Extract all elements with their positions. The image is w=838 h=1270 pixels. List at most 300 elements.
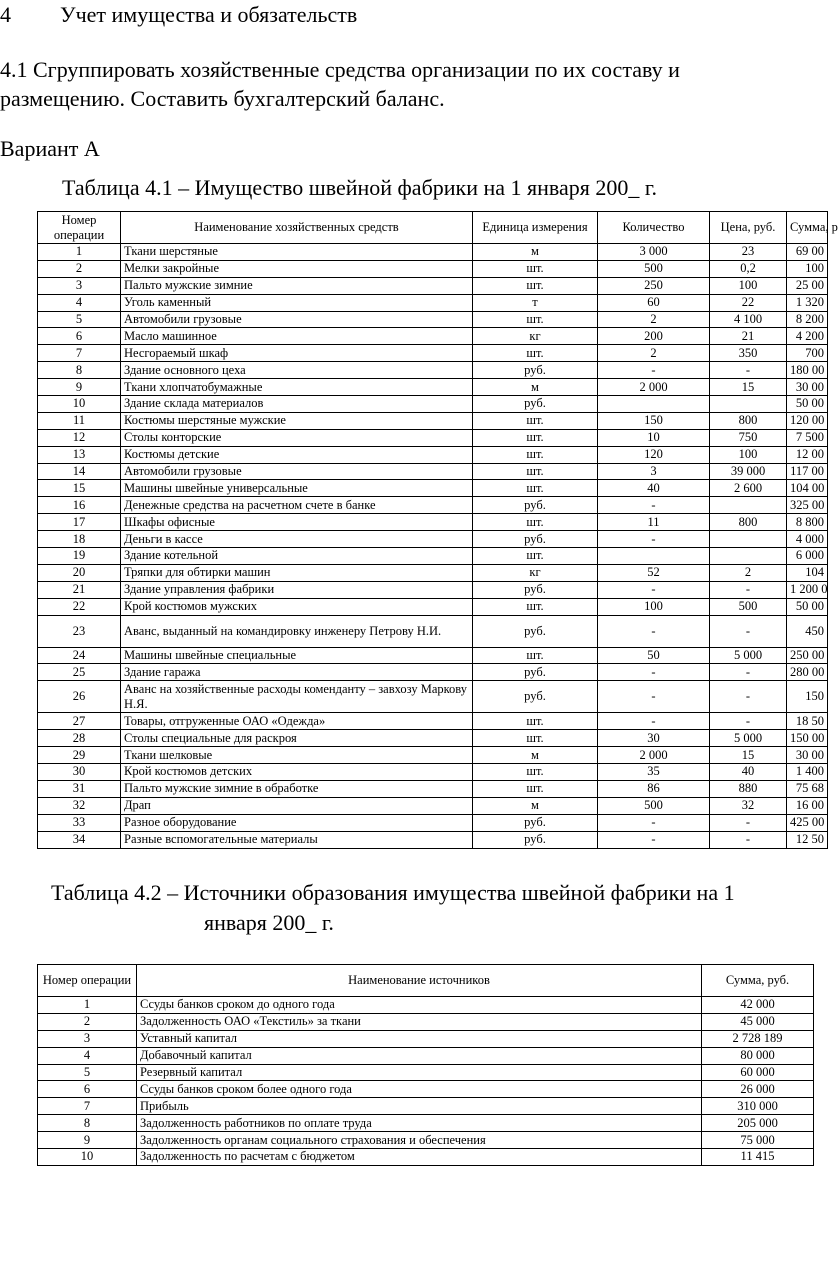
source-name-cell: Задолженность работников по оплате труда	[137, 1115, 702, 1132]
quantity-cell: -	[598, 664, 710, 681]
unit-cell: шт.	[473, 713, 598, 730]
source-name-cell: Задолженность по расчетам с бюджетом	[137, 1149, 702, 1166]
quantity-cell: 10	[598, 429, 710, 446]
op-number-cell: 23	[38, 615, 121, 647]
unit-cell: шт.	[473, 260, 598, 277]
asset-name-cell: Несгораемый шкаф	[121, 345, 473, 362]
table2-caption-line2: января 200_ г.	[204, 910, 334, 935]
table-row	[38, 747, 828, 764]
table-row	[38, 1098, 814, 1115]
source-name-cell: Ссуды банков сроком более одного года	[137, 1081, 702, 1098]
table-row	[38, 814, 828, 831]
sum-cell: 700	[787, 345, 828, 362]
table-row	[38, 664, 828, 681]
op-number-cell: 3	[38, 1030, 137, 1047]
quantity-cell: 250	[598, 277, 710, 294]
sum-cell: 1 320	[787, 294, 828, 311]
table-row	[38, 328, 828, 345]
unit-cell: руб.	[473, 362, 598, 379]
price-cell: 350	[710, 345, 787, 362]
op-number-cell: 33	[38, 814, 121, 831]
table-row	[38, 446, 828, 463]
table-row	[38, 480, 828, 497]
op-number-cell: 14	[38, 463, 121, 480]
table-row	[38, 1115, 814, 1132]
table1-caption: Таблица 4.1 – Имущество швейной фабрики на 1 января 200_ г.	[62, 175, 657, 200]
price-cell: 15	[710, 379, 787, 396]
table-row	[38, 379, 828, 396]
quantity-cell: 2	[598, 345, 710, 362]
sum-cell: 25 00	[787, 277, 828, 294]
price-cell: -	[710, 615, 787, 647]
op-number-cell: 12	[38, 429, 121, 446]
quantity-cell: 50	[598, 647, 710, 664]
price-cell: -	[710, 681, 787, 713]
op-number-cell: 7	[38, 1098, 137, 1115]
table-row	[38, 564, 828, 581]
col-header-asset-name: Наименование хозяйственных средств	[121, 212, 473, 244]
quantity-cell: 40	[598, 480, 710, 497]
asset-name-cell: Столы конторские	[121, 429, 473, 446]
price-cell: 500	[710, 598, 787, 615]
op-number-cell: 32	[38, 797, 121, 814]
asset-name-cell: Костюмы шерстяные мужские	[121, 412, 473, 429]
price-cell	[710, 531, 787, 548]
sum-cell: 8 200	[787, 311, 828, 328]
sum-cell: 11 415	[702, 1149, 814, 1166]
unit-cell: шт.	[473, 598, 598, 615]
table-row	[38, 311, 828, 328]
op-number-cell: 34	[38, 831, 121, 848]
op-number-cell: 27	[38, 713, 121, 730]
quantity-cell: 120	[598, 446, 710, 463]
unit-cell: руб.	[473, 681, 598, 713]
unit-cell: шт.	[473, 647, 598, 664]
unit-cell: шт.	[473, 429, 598, 446]
price-cell: 800	[710, 514, 787, 531]
asset-name-cell: Костюмы детские	[121, 446, 473, 463]
table-row	[38, 260, 828, 277]
op-number-cell: 8	[38, 1115, 137, 1132]
op-number-cell: 4	[38, 1047, 137, 1064]
unit-cell: шт.	[473, 345, 598, 362]
op-number-cell: 28	[38, 730, 121, 747]
price-cell	[710, 497, 787, 514]
quantity-cell: 30	[598, 730, 710, 747]
price-cell: 100	[710, 277, 787, 294]
asset-name-cell: Разные вспомогательные материалы	[121, 831, 473, 848]
price-cell: 2	[710, 564, 787, 581]
table-row	[38, 531, 828, 548]
sum-cell: 12 50	[787, 831, 828, 848]
op-number-cell: 1	[38, 244, 121, 261]
price-cell: 750	[710, 429, 787, 446]
sum-cell: 425 00	[787, 814, 828, 831]
price-cell: 23	[710, 244, 787, 261]
table-row	[38, 764, 828, 781]
price-cell: 32	[710, 797, 787, 814]
price-cell: 40	[710, 764, 787, 781]
col-header-source-name: Наименование источников	[137, 965, 702, 997]
quantity-cell: 3	[598, 463, 710, 480]
asset-name-cell: Здание котельной	[121, 548, 473, 565]
table-row	[38, 548, 828, 565]
quantity-cell: -	[598, 681, 710, 713]
asset-name-cell: Здание склада материалов	[121, 396, 473, 413]
col-header-sum: Сумма, р	[787, 212, 828, 244]
quantity-cell: 35	[598, 764, 710, 781]
quantity-cell: 3 000	[598, 244, 710, 261]
sum-cell: 12 00	[787, 446, 828, 463]
op-number-cell: 7	[38, 345, 121, 362]
op-number-cell: 5	[38, 1064, 137, 1081]
table-row	[38, 396, 828, 413]
table-row	[38, 463, 828, 480]
op-number-cell: 22	[38, 598, 121, 615]
quantity-cell: 200	[598, 328, 710, 345]
asset-name-cell: Аванс, выданный на командировку инженеру Петрову Н.И.	[121, 615, 473, 647]
table-row	[38, 277, 828, 294]
asset-name-cell: Масло машинное	[121, 328, 473, 345]
price-cell: 22	[710, 294, 787, 311]
op-number-cell: 18	[38, 531, 121, 548]
sum-cell: 7 500	[787, 429, 828, 446]
table-row	[38, 598, 828, 615]
op-number-cell: 29	[38, 747, 121, 764]
unit-cell: руб.	[473, 396, 598, 413]
asset-name-cell: Драп	[121, 797, 473, 814]
unit-cell: руб.	[473, 581, 598, 598]
op-number-cell: 26	[38, 681, 121, 713]
asset-name-cell: Пальто мужские зимние	[121, 277, 473, 294]
sum-cell: 80 000	[702, 1047, 814, 1064]
op-number-cell: 5	[38, 311, 121, 328]
unit-cell: руб.	[473, 814, 598, 831]
price-cell	[710, 548, 787, 565]
table-row	[38, 345, 828, 362]
quantity-cell: 11	[598, 514, 710, 531]
asset-name-cell: Автомобили грузовые	[121, 311, 473, 328]
op-number-cell: 30	[38, 764, 121, 781]
asset-name-cell: Крой костюмов детских	[121, 764, 473, 781]
sum-cell: 69 00	[787, 244, 828, 261]
sum-cell: 325 00	[787, 497, 828, 514]
price-cell: 5 000	[710, 730, 787, 747]
table-row	[38, 1030, 814, 1047]
unit-cell: шт.	[473, 277, 598, 294]
sum-cell: 26 000	[702, 1081, 814, 1098]
asset-name-cell: Аванс на хозяйственные расходы коменданту – завхозу Маркову Н.Я.	[121, 681, 473, 713]
source-name-cell: Прибыль	[137, 1098, 702, 1115]
sum-cell: 8 800	[787, 514, 828, 531]
sum-cell: 104	[787, 564, 828, 581]
unit-cell: м	[473, 379, 598, 396]
price-cell: -	[710, 581, 787, 598]
unit-cell: шт.	[473, 548, 598, 565]
unit-cell: м	[473, 797, 598, 814]
quantity-cell: 60	[598, 294, 710, 311]
table-row	[38, 713, 828, 730]
asset-name-cell: Деньги в кассе	[121, 531, 473, 548]
op-number-cell: 10	[38, 1149, 137, 1166]
quantity-cell: 500	[598, 797, 710, 814]
asset-name-cell: Пальто мужские зимние в обработке	[121, 780, 473, 797]
asset-name-cell: Автомобили грузовые	[121, 463, 473, 480]
table-header-row	[38, 212, 828, 244]
sum-cell: 42 000	[702, 997, 814, 1014]
table-row	[38, 1013, 814, 1030]
unit-cell: шт.	[473, 480, 598, 497]
table-row	[38, 681, 828, 713]
sum-cell: 150 00	[787, 730, 828, 747]
price-cell: 5 000	[710, 647, 787, 664]
op-number-cell: 19	[38, 548, 121, 565]
quantity-cell: 150	[598, 412, 710, 429]
price-cell	[710, 396, 787, 413]
quantity-cell: 2	[598, 311, 710, 328]
quantity-cell	[598, 548, 710, 565]
table-row	[38, 429, 828, 446]
unit-cell: руб.	[473, 664, 598, 681]
quantity-cell: -	[598, 615, 710, 647]
asset-name-cell: Товары, отгруженные ОАО «Одежда»	[121, 713, 473, 730]
sum-cell: 1 200 0	[787, 581, 828, 598]
unit-cell: шт.	[473, 412, 598, 429]
op-number-cell: 2	[38, 260, 121, 277]
quantity-cell: 500	[598, 260, 710, 277]
op-number-cell: 16	[38, 497, 121, 514]
unit-cell: т	[473, 294, 598, 311]
section-heading	[0, 2, 357, 28]
table-row	[38, 362, 828, 379]
sum-cell: 30 00	[787, 379, 828, 396]
op-number-cell: 6	[38, 1081, 137, 1098]
quantity-cell: -	[598, 814, 710, 831]
price-cell: 15	[710, 747, 787, 764]
unit-cell: шт.	[473, 446, 598, 463]
quantity-cell: -	[598, 831, 710, 848]
price-cell: 39 000	[710, 463, 787, 480]
sources-table	[37, 964, 814, 1166]
task-text: 4.1 Сгруппировать хозяйственные средства организации по их составу и размещению. Составить бухгалтерский баланс.	[0, 57, 680, 111]
quantity-cell: -	[598, 497, 710, 514]
unit-cell: кг	[473, 328, 598, 345]
op-number-cell: 17	[38, 514, 121, 531]
sum-cell: 16 00	[787, 797, 828, 814]
unit-cell: шт.	[473, 764, 598, 781]
price-cell: 21	[710, 328, 787, 345]
variant-label: Вариант А	[0, 136, 100, 161]
unit-cell: руб.	[473, 497, 598, 514]
section-title: Учет имущества и обязательств	[60, 2, 358, 27]
quantity-cell: -	[598, 531, 710, 548]
sum-cell: 60 000	[702, 1064, 814, 1081]
table-row	[38, 780, 828, 797]
sum-cell: 4 200	[787, 328, 828, 345]
table-row	[38, 1047, 814, 1064]
asset-name-cell: Тряпки для обтирки машин	[121, 564, 473, 581]
sum-cell: 6 000	[787, 548, 828, 565]
source-name-cell: Уставный капитал	[137, 1030, 702, 1047]
unit-cell: м	[473, 747, 598, 764]
unit-cell: кг	[473, 564, 598, 581]
quantity-cell: 52	[598, 564, 710, 581]
asset-name-cell: Ткани шерстяные	[121, 244, 473, 261]
op-number-cell: 15	[38, 480, 121, 497]
op-number-cell: 9	[38, 1132, 137, 1149]
sum-cell: 4 000	[787, 531, 828, 548]
unit-cell: шт.	[473, 780, 598, 797]
asset-name-cell: Здание управления фабрики	[121, 581, 473, 598]
section-number: 4	[0, 2, 11, 27]
price-cell: -	[710, 713, 787, 730]
table-row	[38, 997, 814, 1014]
op-number-cell: 24	[38, 647, 121, 664]
asset-name-cell: Крой костюмов мужских	[121, 598, 473, 615]
sum-cell: 280 00	[787, 664, 828, 681]
table2-caption	[51, 878, 735, 938]
table-row	[38, 1132, 814, 1149]
asset-name-cell: Мелки закройные	[121, 260, 473, 277]
asset-name-cell: Здание основного цеха	[121, 362, 473, 379]
asset-name-cell: Машины швейные специальные	[121, 647, 473, 664]
sum-cell: 45 000	[702, 1013, 814, 1030]
op-number-cell: 6	[38, 328, 121, 345]
price-cell: 0,2	[710, 260, 787, 277]
op-number-cell: 8	[38, 362, 121, 379]
sum-cell: 310 000	[702, 1098, 814, 1115]
table-header-row	[38, 965, 814, 997]
table-row	[38, 1064, 814, 1081]
unit-cell: руб.	[473, 615, 598, 647]
sum-cell: 18 50	[787, 713, 828, 730]
sum-cell: 150	[787, 681, 828, 713]
sum-cell: 1 400	[787, 764, 828, 781]
sum-cell: 250 00	[787, 647, 828, 664]
price-cell: -	[710, 362, 787, 379]
source-name-cell: Задолженность ОАО «Текстиль» за ткани	[137, 1013, 702, 1030]
sum-cell: 104 00	[787, 480, 828, 497]
table-row	[38, 797, 828, 814]
asset-name-cell: Денежные средства на расчетном счете в банке	[121, 497, 473, 514]
assets-table	[37, 211, 838, 849]
price-cell: 100	[710, 446, 787, 463]
asset-name-cell: Столы специальные для раскроя	[121, 730, 473, 747]
price-cell: -	[710, 664, 787, 681]
source-name-cell: Задолженность органам социального страхования и обеспечения	[137, 1132, 702, 1149]
op-number-cell: 4	[38, 294, 121, 311]
sum-cell: 100	[787, 260, 828, 277]
quantity-cell	[598, 396, 710, 413]
op-number-cell: 1	[38, 997, 137, 1014]
unit-cell: шт.	[473, 311, 598, 328]
price-cell: 2 600	[710, 480, 787, 497]
op-number-cell: 3	[38, 277, 121, 294]
table-row	[38, 412, 828, 429]
op-number-cell: 11	[38, 412, 121, 429]
table-row	[38, 1149, 814, 1166]
quantity-cell: 2 000	[598, 379, 710, 396]
op-number-cell: 9	[38, 379, 121, 396]
col-header-unit: Единица измерения	[473, 212, 598, 244]
unit-cell: шт.	[473, 514, 598, 531]
col-header-op-number: Номер операции	[38, 965, 137, 997]
asset-name-cell: Уголь каменный	[121, 294, 473, 311]
table-row	[38, 831, 828, 848]
table-row	[38, 244, 828, 261]
table-row	[38, 1081, 814, 1098]
quantity-cell: 2 000	[598, 747, 710, 764]
col-header-sum: Сумма, руб.	[702, 965, 814, 997]
col-header-price: Цена, руб.	[710, 212, 787, 244]
sum-cell: 50 00	[787, 396, 828, 413]
quantity-cell: -	[598, 713, 710, 730]
asset-name-cell: Ткани шелковые	[121, 747, 473, 764]
price-cell: -	[710, 814, 787, 831]
quantity-cell: 86	[598, 780, 710, 797]
op-number-cell: 21	[38, 581, 121, 598]
col-header-op-number: Номер операции	[38, 212, 121, 244]
table-row	[38, 514, 828, 531]
op-number-cell: 31	[38, 780, 121, 797]
unit-cell: руб.	[473, 531, 598, 548]
asset-name-cell: Здание гаража	[121, 664, 473, 681]
sum-cell: 450	[787, 615, 828, 647]
sum-cell: 2 728 189	[702, 1030, 814, 1047]
unit-cell: шт.	[473, 463, 598, 480]
sources-table-body	[38, 997, 814, 1166]
source-name-cell: Резервный капитал	[137, 1064, 702, 1081]
table2-caption-line1: Таблица 4.2 – Источники образования имущества швейной фабрики на 1	[51, 880, 735, 905]
source-name-cell: Ссуды банков сроком до одного года	[137, 997, 702, 1014]
quantity-cell: -	[598, 362, 710, 379]
unit-cell: руб.	[473, 831, 598, 848]
asset-name-cell: Машины швейные универсальные	[121, 480, 473, 497]
price-cell: -	[710, 831, 787, 848]
table-row	[38, 647, 828, 664]
op-number-cell: 2	[38, 1013, 137, 1030]
sum-cell: 30 00	[787, 747, 828, 764]
sum-cell: 120 00	[787, 412, 828, 429]
sum-cell: 75 000	[702, 1132, 814, 1149]
table-row	[38, 497, 828, 514]
sum-cell: 205 000	[702, 1115, 814, 1132]
quantity-cell: -	[598, 581, 710, 598]
sum-cell: 117 00	[787, 463, 828, 480]
asset-name-cell: Ткани хлопчатобумажные	[121, 379, 473, 396]
table-row	[38, 730, 828, 747]
price-cell: 880	[710, 780, 787, 797]
sum-cell: 180 00	[787, 362, 828, 379]
source-name-cell: Добавочный капитал	[137, 1047, 702, 1064]
sum-cell: 75 68	[787, 780, 828, 797]
sum-cell: 50 00	[787, 598, 828, 615]
unit-cell: шт.	[473, 730, 598, 747]
price-cell: 800	[710, 412, 787, 429]
quantity-cell: 100	[598, 598, 710, 615]
op-number-cell: 20	[38, 564, 121, 581]
assets-table-body	[38, 244, 828, 849]
op-number-cell: 10	[38, 396, 121, 413]
asset-name-cell: Разное оборудование	[121, 814, 473, 831]
table-row	[38, 294, 828, 311]
table-row	[38, 615, 828, 647]
op-number-cell: 25	[38, 664, 121, 681]
table-row	[38, 581, 828, 598]
asset-name-cell: Шкафы офисные	[121, 514, 473, 531]
unit-cell: м	[473, 244, 598, 261]
price-cell: 4 100	[710, 311, 787, 328]
